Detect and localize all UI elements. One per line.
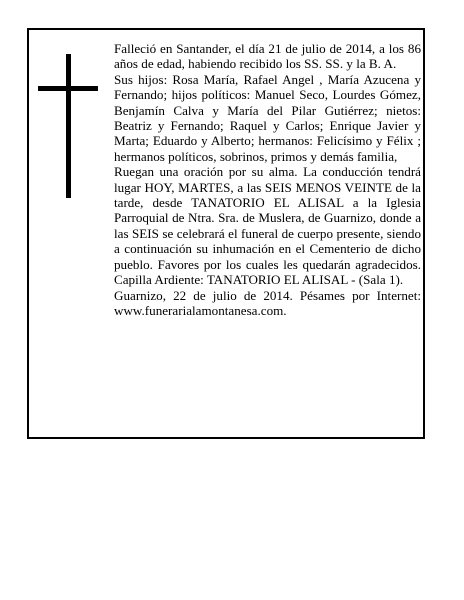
family-paragraph: Sus hijos: Rosa María, Rafael Angel , María Azucena y Fernando; hijos políticos: Manuel Seco, Lourdes Gómez, Benjamín Calva y María del Pilar Gutiérrez; nietos: Beatriz y Fernando; Raquel y Carlos; Enrique Javier y Marta; Eduardo y Alberto; hermanos: Felicísimo y Félix ; hermanos políticos, sobrinos, primos y demás familia, (114, 71, 421, 164)
obituary-notice (27, 28, 425, 439)
funeral-details-paragraph: Ruegan una oración por su alma. La conducción tendrá lugar HOY, MARTES, a las SEIS MENOS VEINTE de la tarde, desde TANATORIO EL ALISAL a la Iglesia Parroquial de Ntra. Sra. de Muslera, de Guarnizo, donde a las SEIS se celebrará el funeral de cuerpo presente, siendo a continuación su inhumación en el Cementerio de dicho pueblo. Favores por los cuales les quedarán agradecidos. Capilla Ardiente: TANATORIO EL ALISAL - (Sala 1). (114, 164, 421, 288)
obituary-text (114, 41, 421, 318)
latin-cross-icon (38, 54, 98, 198)
cross-vertical-bar (66, 54, 71, 198)
cross-horizontal-bar (38, 86, 98, 91)
death-announcement-paragraph: Falleció en Santander, el día 21 de julio de 2014, a los 86 años de edad, habiendo recibido los SS. SS. y la B. A. (114, 41, 421, 72)
date-website-paragraph: Guarnizo, 22 de julio de 2014. Pésames por Internet: www.funerarialamontanesa.com. (114, 287, 421, 318)
